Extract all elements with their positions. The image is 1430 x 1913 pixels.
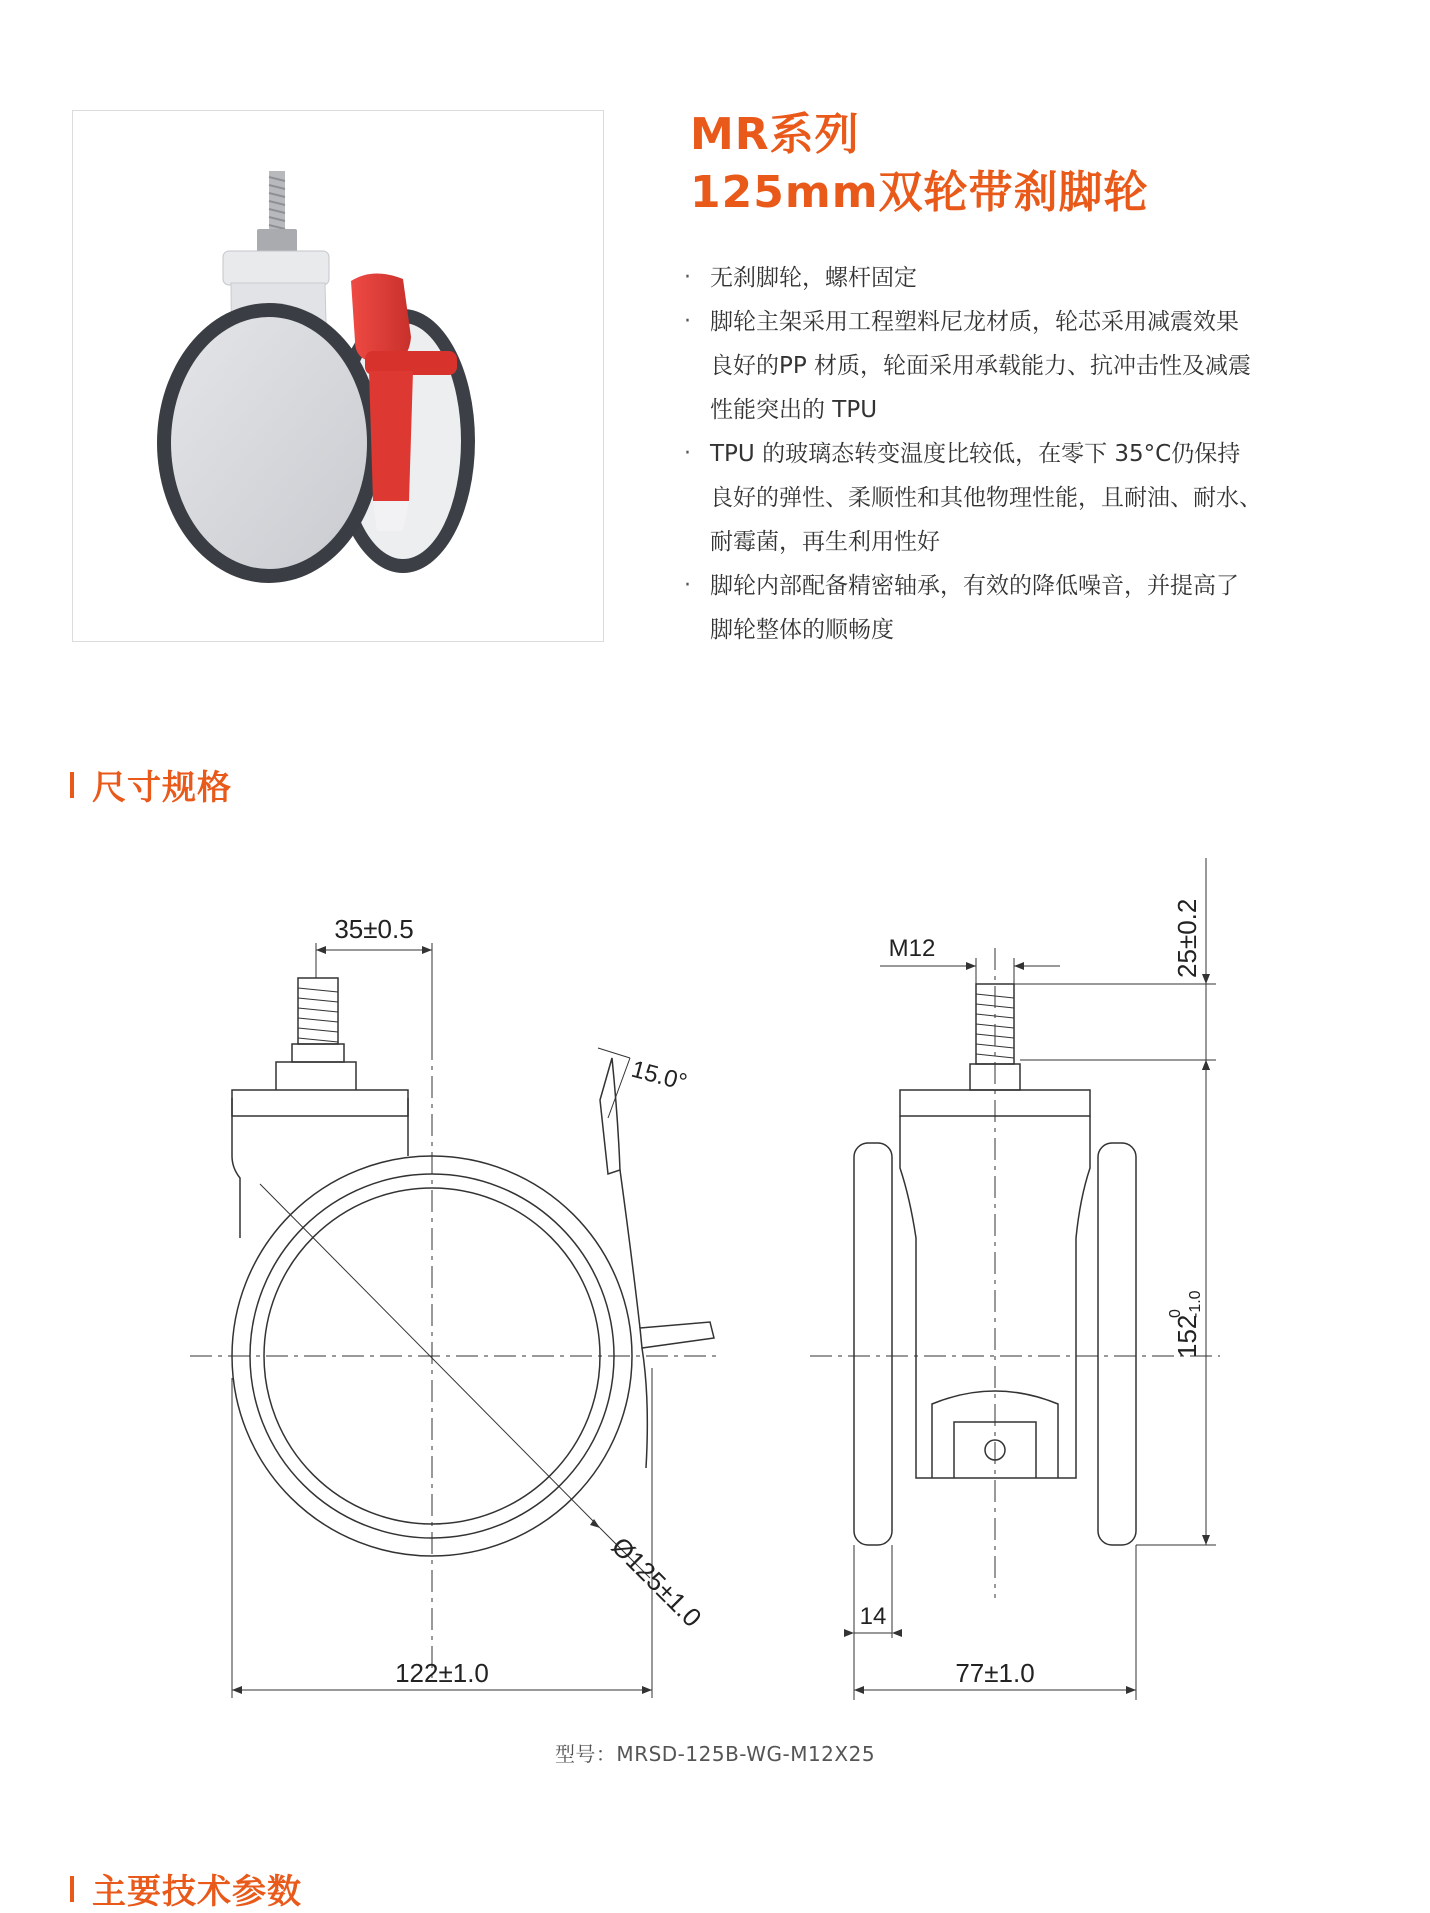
dim-height-tol-lower: -1.0 (1187, 1290, 1204, 1318)
technical-drawing (180, 838, 1260, 1718)
feature-list (684, 256, 1344, 652)
series-title: MR系列 (690, 109, 860, 160)
dim-height-tol-upper: 0 (1167, 1309, 1184, 1318)
feature-item (684, 432, 1344, 564)
feature-item (684, 300, 1344, 432)
dim-tread-width: 14 (859, 1603, 887, 1630)
feature-item (684, 256, 1344, 300)
feature-line: TPU 的玻璃态转变温度比较低，在零下 35°C仍保持 (710, 441, 1241, 467)
feature-line: 性能突出的 TPU (710, 397, 878, 423)
section-title: 尺寸规格 (92, 768, 232, 808)
model-number: 型号：MRSD-125B-WG-M12X25 (554, 1742, 876, 1766)
bullet: · (684, 265, 691, 290)
section-marker (70, 772, 74, 798)
dim-brake-angle: 15.0° (628, 1055, 690, 1097)
feature-line: 脚轮整体的顺畅度 (710, 617, 894, 643)
feature-item (684, 564, 1344, 652)
feature-line: 耐霉菌，再生利用性好 (710, 529, 940, 555)
dim-thread: M12 (888, 935, 936, 962)
bullet: · (684, 309, 691, 334)
dim-side-width: 77±1.0 (955, 1658, 1035, 1688)
section-title: 主要技术参数 (92, 1872, 302, 1912)
bullet: · (684, 441, 691, 466)
product-photo (72, 110, 604, 642)
dim-wheel-diameter: Ø125±1.0 (605, 1531, 708, 1633)
feature-line: 脚轮内部配备精密轴承，有效的降低噪音，并提高了 (710, 573, 1239, 599)
section-tech-params (70, 1864, 302, 1913)
feature-line: 脚轮主架采用工程塑料尼龙材质，轮芯采用减震效果 (710, 309, 1239, 335)
feature-line: 无刹脚轮，螺杆固定 (710, 265, 917, 291)
dim-front-width: 122±1.0 (395, 1658, 489, 1688)
feature-line: 良好的弹性、柔顺性和其他物理性能，且耐油、耐水、 (710, 485, 1262, 511)
caster-illustration (73, 111, 605, 643)
dim-thread-length: 25±0.2 (1172, 898, 1202, 978)
product-name: 125mm双轮带刹脚轮 (690, 167, 1149, 218)
feature-line: 良好的PP 材质，轮面采用承载能力、抗冲击性及减震 (710, 353, 1252, 379)
product-title (690, 106, 1149, 222)
dim-overall-height: 152 (1172, 1314, 1202, 1358)
bullet: · (684, 573, 691, 598)
section-dimensions (70, 760, 232, 809)
section-marker (70, 1876, 74, 1902)
dim-stem-offset: 35±0.5 (334, 914, 414, 944)
